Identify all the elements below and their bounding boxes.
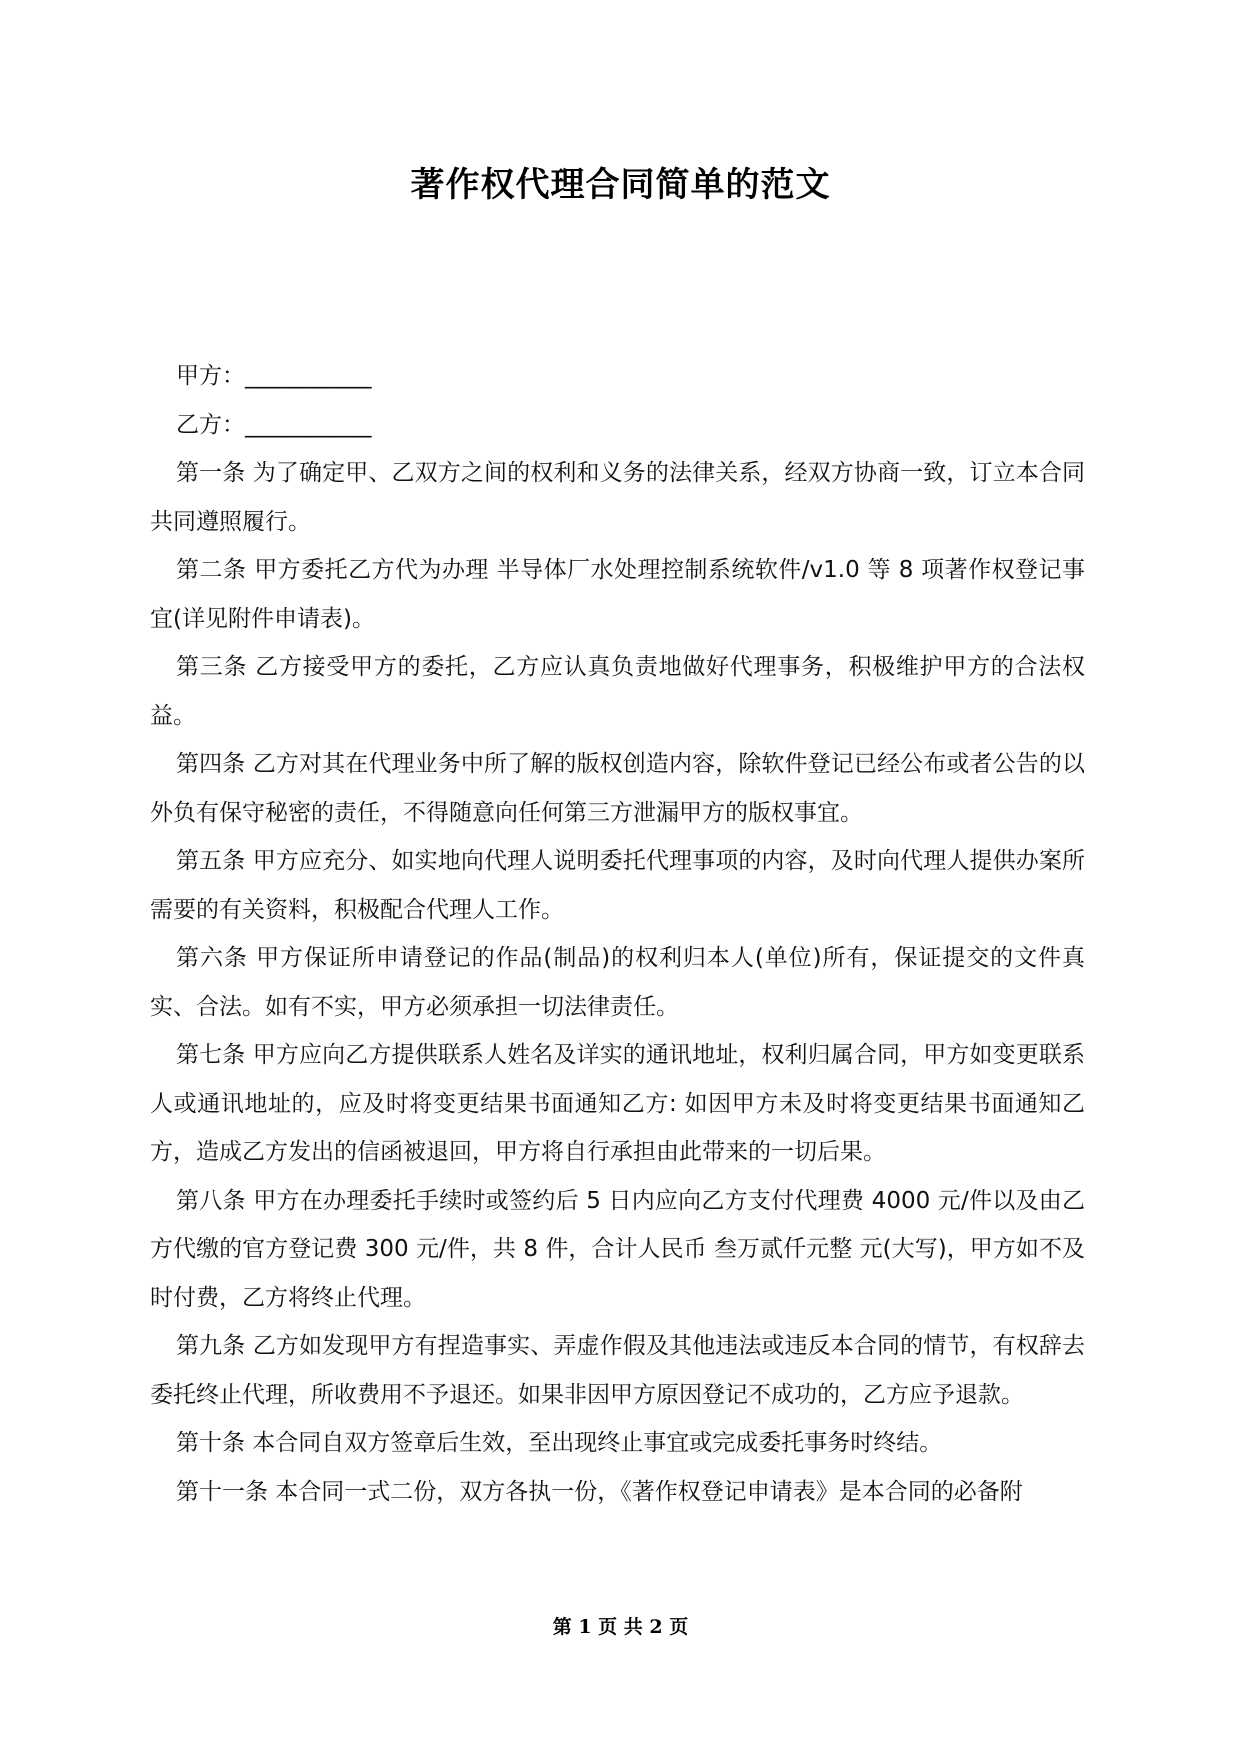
page-number: 第 1 页 共 2 页 bbox=[552, 1616, 689, 1638]
article-4: 第四条 乙方对其在代理业务中所了解的版权创造内容，除软件登记已经公布或者公告的以外负有保守秘密的责任，不得随意向任何第三方泄漏甲方的版权事宜。 bbox=[150, 751, 1085, 826]
document-title: 著作权代理合同简单的范文 bbox=[410, 165, 831, 205]
article-7: 第七条 甲方应向乙方提供联系人姓名及详实的通讯地址，权利归属合同，甲方如变更联系人或通讯地址的，应及时将变更结果书面通知乙方: 如因甲方未及时将变更结果书面通知乙方，造成乙方发出的信函被退回，甲方将自行承担由此带来的一切后果。 bbox=[150, 1042, 1085, 1165]
article-11: 第十一条 本合同一式二份，双方各执一份，《著作权登记申请表》是本合同的必备附 bbox=[176, 1478, 1023, 1505]
document-body bbox=[150, 352, 1085, 1516]
article-1: 第一条 为了确定甲、乙双方之间的权利和义务的法律关系，经双方协商一致，订立本合同共同遵照履行。 bbox=[150, 460, 1085, 535]
article-5: 第五条 甲方应充分、如实地向代理人说明委托代理事项的内容，及时向代理人提供办案所需要的有关资料，积极配合代理人工作。 bbox=[150, 848, 1085, 923]
party-b-line: 乙方：___________ bbox=[176, 411, 372, 438]
article-10: 第十条 本合同自双方签章后生效，至出现终止事宜或完成委托事务时终结。 bbox=[176, 1430, 943, 1456]
article-9: 第九条 乙方如发现甲方有捏造事实、弄虚作假及其他违法或违反本合同的情节，有权辞去委托终止代理，所收费用不予退还。如果非因甲方原因登记不成功的，乙方应予退款。 bbox=[150, 1333, 1085, 1408]
article-2: 第二条 甲方委托乙方代为办理 半导体厂水处理控制系统软件/v1.0 等 8 项著作权登记事宜(详见附件申请表)。 bbox=[150, 557, 1085, 632]
article-8: 第八条 甲方在办理委托手续时或签约后 5 日内应向乙方支付代理费 4000 元/件以及由乙方代缴的官方登记费 300 元/件，共 8 件，合计人民币 叁万贰仟元整 元(大写)，甲方如不及时付费，乙方将终止代理。 bbox=[150, 1187, 1085, 1311]
party-a-line: 甲方：___________ bbox=[176, 363, 372, 389]
article-3: 第三条 乙方接受甲方的委托，乙方应认真负责地做好代理事务，积极维护甲方的合法权益。 bbox=[150, 654, 1085, 729]
article-6: 第六条 甲方保证所申请登记的作品(制品)的权利归本人(单位)所有，保证提交的文件真实、合法。如有不实，甲方必须承担一切法律责任。 bbox=[150, 945, 1085, 1020]
